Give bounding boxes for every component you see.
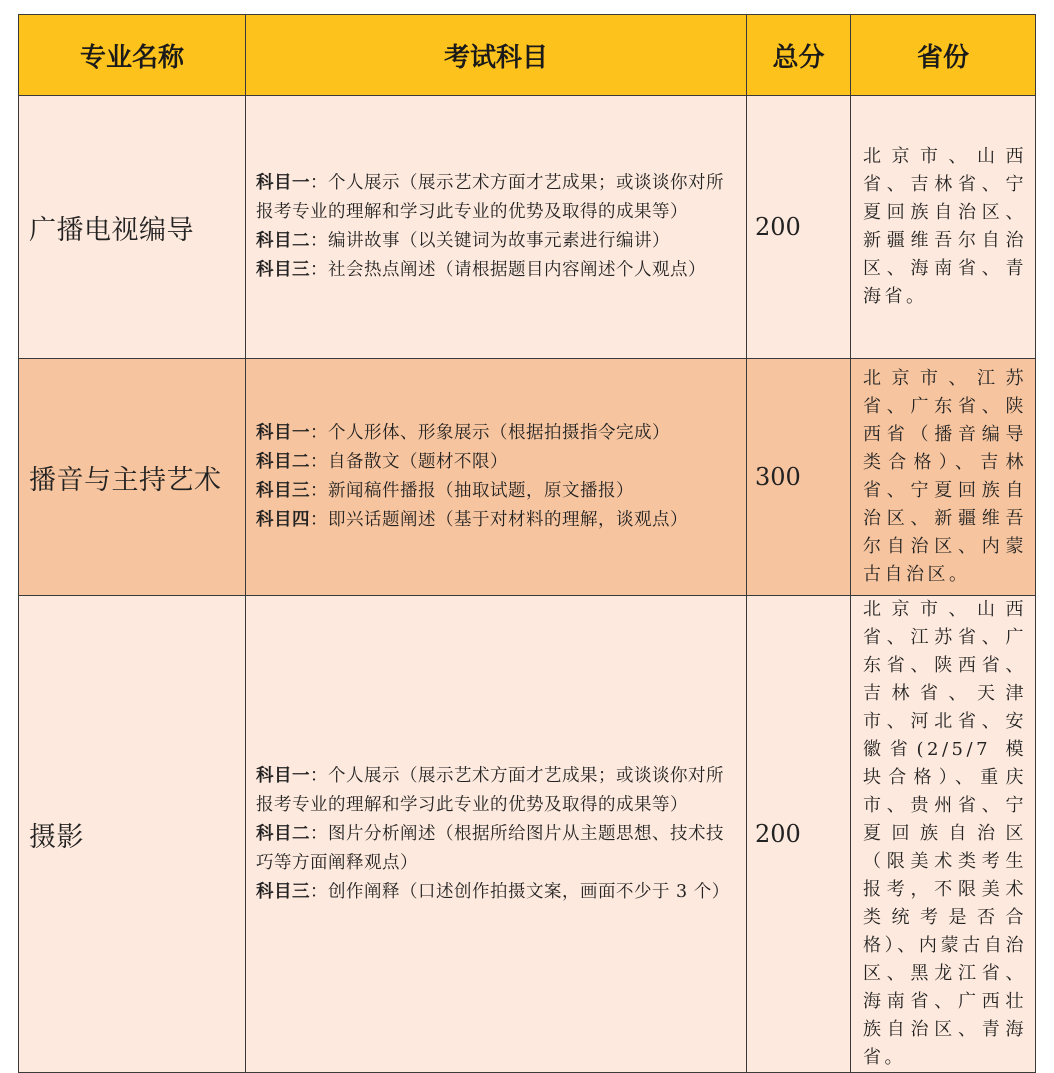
subject-text: ：个人形体、形象展示（根据拍摄指令完成） — [310, 423, 670, 443]
subject-item — [256, 878, 736, 907]
subject-item — [256, 820, 736, 878]
subject-item — [256, 169, 736, 227]
major-name: 播音与主持艺术 — [19, 359, 246, 596]
subject-text: ：创作阐释（口述创作拍摄文案，画面不少于 3 个） — [310, 881, 730, 902]
table-header-row — [19, 15, 1036, 96]
header-provinces: 省份 — [851, 15, 1036, 96]
subject-label: 科目一 — [256, 765, 310, 786]
header-major: 专业名称 — [19, 15, 246, 96]
header-subjects: 考试科目 — [246, 15, 747, 96]
subject-item — [256, 419, 736, 448]
subject-label: 科目三 — [256, 481, 310, 501]
subject-item — [256, 256, 736, 285]
header-score: 总分 — [747, 15, 851, 96]
table-row — [19, 359, 1036, 596]
provinces-cell: 北京市、江苏省、广东省、陕西省（播音编导类合格）、吉林省、宁夏回族自治区、新疆维吾尔自治区、内蒙古自治区。 — [851, 359, 1036, 596]
subject-text: ：编讲故事（以关键词为故事元素进行编讲） — [310, 231, 670, 251]
major-name: 广播电视编导 — [19, 96, 246, 359]
subject-label: 科目一 — [256, 173, 310, 193]
subject-item — [256, 477, 736, 506]
subject-label: 科目四 — [256, 510, 310, 530]
major-name: 摄影 — [19, 596, 246, 1073]
total-score: 200 — [747, 96, 851, 359]
total-score: 300 — [747, 359, 851, 596]
subject-label: 科目三 — [256, 881, 310, 902]
exam-subjects-cell — [246, 596, 747, 1073]
subject-label: 科目二 — [256, 231, 310, 251]
subject-label: 科目二 — [256, 823, 310, 844]
table-row — [19, 96, 1036, 359]
subject-text: ：即兴话题阐述（基于对材料的理解，谈观点） — [310, 510, 688, 530]
subject-item — [256, 762, 736, 820]
subject-item — [256, 227, 736, 256]
exam-subjects-cell — [246, 96, 747, 359]
subject-text: ：自备散文（题材不限） — [310, 452, 508, 472]
provinces-cell: 北京市、山西省、吉林省、宁夏回族自治区、新疆维吾尔自治区、海南省、青海省。 — [851, 96, 1036, 359]
subject-text: ：个人展示（展示艺术方面才艺成果；或谈谈你对所报考专业的理解和学习此专业的优势及取得的成果等） — [256, 765, 724, 815]
subject-item — [256, 448, 736, 477]
total-score: 200 — [747, 596, 851, 1073]
subject-text: ：社会热点阐述（请根据题目内容阐述个人观点） — [310, 260, 706, 280]
exam-subjects-cell — [246, 359, 747, 596]
subject-label: 科目三 — [256, 260, 310, 280]
exam-subjects-table — [18, 14, 1036, 1073]
subject-text: ：个人展示（展示艺术方面才艺成果；或谈谈你对所报考专业的理解和学习此专业的优势及取得的成果等） — [256, 173, 724, 222]
subject-text: ：图片分析阐述（根据所给图片从主题思想、技术技巧等方面阐释观点） — [256, 823, 724, 873]
provinces-cell: 北京市、山西省、江苏省、广东省、陕西省、吉林省、天津市、河北省、安徽省(2/5/7 模块合格）、重庆市、贵州省、宁夏回族自治区（限美术类考生报考，不限美术类统考是否合格）、内蒙古自治区、黑龙江省、海南省、广西壮族自治区、青海省。 — [851, 596, 1036, 1073]
subject-item — [256, 506, 736, 535]
table-row — [19, 596, 1036, 1073]
subject-text: ：新闻稿件播报（抽取试题，原文播报） — [310, 481, 634, 501]
subject-label: 科目一 — [256, 423, 310, 443]
subject-label: 科目二 — [256, 452, 310, 472]
